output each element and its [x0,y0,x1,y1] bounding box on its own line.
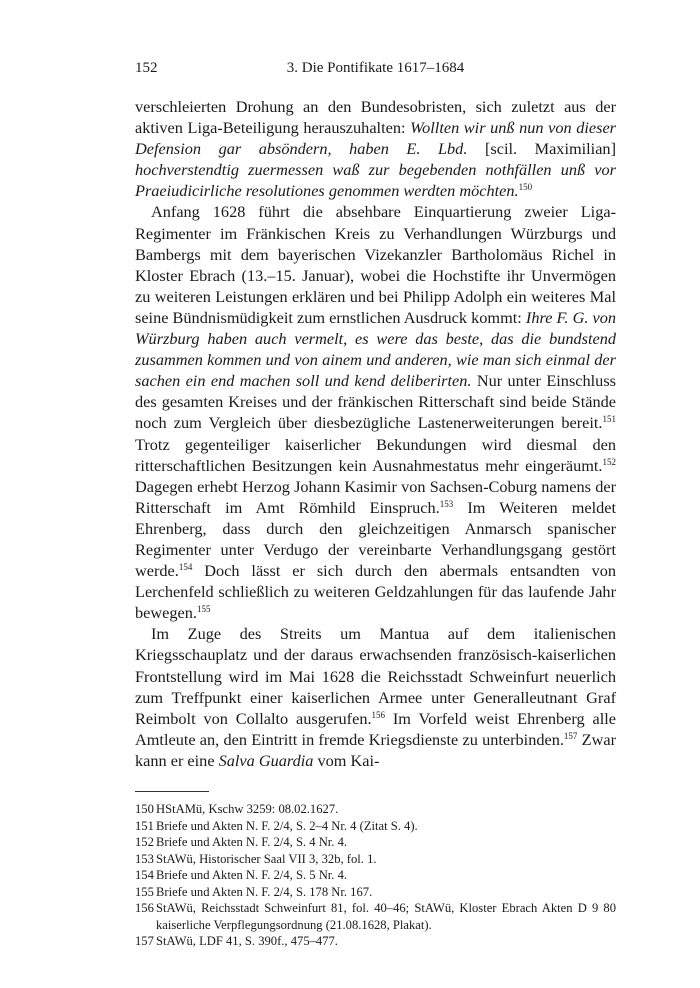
text-span: Im Weiteren meldet Ehrenberg, dass durch den gleichzeitigen Anmarsch spanischer Regimenter unter Verdugo der vereinbarte Verhandlungsgang gestört werde. [135,497,616,581]
footnote-151 [135,818,616,835]
footnote-number: 156 [135,901,154,915]
text-span: [scil. Maximilian] [467,139,616,159]
footnote-text: HStAMü, Kschw 3259: 08.02.1627. [156,802,339,816]
footnote-text: Briefe und Akten N. F. 2/4, S. 4 Nr. 4. [156,835,348,849]
text-span: vom Kai- [313,750,380,770]
paragraph-3 [135,623,616,771]
footnote-text: Briefe und Akten N. F. 2/4, S. 178 Nr. 167. [156,884,373,899]
quotation: Wollten wir unß nun von dieser Defension gar absöndern, haben E. Lbd. [135,118,617,159]
text-span: Im Vorfeld weist Ehrenberg alle Amtleute an, den Eintritt in fremde Kriegsdienste zu unterbinden. [135,708,616,749]
footnote-152 [135,834,616,851]
footnote-153 [135,851,616,868]
quotation: Salva Guardia [218,750,314,770]
footnote-number: 152 [135,835,154,849]
footnote-text: Briefe und Akten N. F. 2/4, S. 2–4 Nr. 4 (Zitat S. 4). [156,818,418,833]
footnote-ref-151[interactable]: 151 [602,414,616,425]
footnote-number: 150 [135,802,154,816]
text-span: verschleierten Drohung an den Bundesobristen, sich zuletzt aus der aktiven Liga-Beteiligung herauszuhalten: [135,97,616,138]
footnotes [135,801,616,950]
footnote-ref-157[interactable]: 157 [563,730,578,741]
page-number: 152 [135,60,158,76]
page-header [135,60,616,84]
footnote-156 [135,900,616,933]
footnote-separator [135,791,209,792]
paragraph-1 [135,96,616,201]
footnote-ref-154[interactable]: 154 [178,562,193,573]
footnote-number: 155 [135,884,154,899]
text-span: Im Zuge des Streits um Mantua auf dem italienischen Kriegsschauplatz und der daraus erwachsenden französisch-kaiserlichen Frontstellung wird im Mai 1628 die Reichsstadt Schweinfurt neuerlich zum Treffpunkt einer kaiserlichen Armee unter Generalleutnant Graf Reimbolt von Collalto ausgerufen. [135,624,616,728]
footnote-154 [135,867,616,884]
text-span: Doch lässt er sich durch den abermals entsandten von Lerchenfeld schließlich zu weiteren Geldzahlungen für das laufende Jahr bewegen. [135,561,616,623]
footnote-text: StAWü, Reichsstadt Schweinfurt 81, fol. 40–46; StAWü, Kloster Ebrach Akten D 9 80 kaiserliche Verpflegungsordnung (21.08.1628, Plakat). [156,901,616,932]
footnote-155 [135,884,616,901]
footnote-text: Briefe und Akten N. F. 2/4, S. 5 Nr. 4. [156,868,348,882]
text-span: Trotz gegenteiliger kaiserlicher Bekundungen wird diesmal den ritterschaftlichen Besitzungen kein Ausnahmestatus mehr eingeräumt. [135,434,616,475]
running-head: 3. Die Pontifikate 1617–1684 [286,60,465,76]
footnote-ref-152[interactable]: 152 [602,456,616,467]
text-span: Nur unter Einschluss des gesamten Kreises und der fränkischen Ritterschaft sind beide Stände noch zum Vergleich über diesbezügliche Lastenerweiterungen bereit. [135,371,616,433]
footnote-ref-153[interactable]: 153 [439,498,454,509]
footnote-ref-155[interactable]: 155 [196,604,211,615]
footnote-number: 157 [135,934,154,948]
footnote-number: 154 [135,868,154,882]
footnote-text: StAWü, LDF 41, S. 390f., 475–477. [156,934,338,948]
footnote-text: StAWü, Historischer Saal VII 3, 32b, fol. 1. [156,851,377,866]
footnote-150 [135,801,616,818]
text-span: Dagegen erhebt Herzog Johann Kasimir von Sachsen-Coburg namens der Ritterschaft im Amt Römhild Einspruch. [135,476,616,517]
body-text [135,96,616,771]
footnote-number: 153 [135,851,154,866]
footnote-ref-156[interactable]: 156 [371,709,386,720]
quotation: hochverstendtig zuermessen waß zur begebenden nothfällen unß vor Praeiudicirliche resolutiones genommen werdten möchten. [135,160,616,201]
footnote-ref-150[interactable]: 150 [518,182,533,193]
footnote-157 [135,933,616,950]
text-span: Zwar kann er eine [135,729,616,770]
book-page [135,60,616,950]
quotation: Ihre F. G. von Würzburg haben auch vermelt, es were das beste, das die bundstend zusammen kommen und von ainem und anderen, wie man sich einmal der sachen ein end machen soll und kend deliberirten. [135,307,617,391]
footnote-number: 151 [135,818,154,833]
paragraph-2 [135,201,616,623]
text-span: Anfang 1628 führt die absehbare Einquartierung zweier Liga-Regimenter im Fränkischen Kreis zu Verhandlungen Würzburgs und Bambergs mit dem bayerischen Vizekanzler Bartholomäus Richel in Kloster Ebrach (13.–15. Januar), wobei die Hochstifte ihr Unvermögen zu weiteren Leistungen erklären und bei Philipp Adolph ein weiteres Mal seine Bündnismüdigkeit zum ernstlichen Ausdruck kommt: [135,202,616,327]
